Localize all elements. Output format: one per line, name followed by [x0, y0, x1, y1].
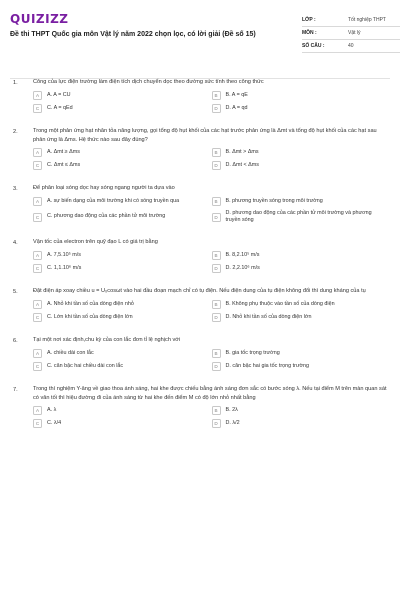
option-letter-box[interactable]: B	[212, 91, 221, 100]
option-text: B. 8,2.10⁵ m/s	[225, 252, 260, 259]
option-letter-box[interactable]: B	[212, 406, 221, 415]
option-letter-box[interactable]: C	[33, 313, 42, 322]
question-item	[10, 184, 390, 228]
option-letter-box[interactable]: C	[33, 419, 42, 428]
option-text: C. λ/4	[47, 420, 62, 427]
quizizz-logo: QUIZIZZ	[10, 12, 69, 26]
option-letter-box[interactable]: B	[212, 251, 221, 260]
option-text: D. 2,2.10⁶ m/s	[225, 265, 260, 272]
meta-label: MÔN :	[302, 30, 317, 36]
question-list	[10, 78, 390, 442]
answer-option[interactable]	[33, 251, 212, 260]
question-number: 6.	[13, 338, 18, 345]
option-text: A. λ	[47, 407, 57, 414]
meta-panel	[302, 14, 400, 53]
question-text: Vận tốc của electron trên quỹ đạo L có giá trị bằng	[33, 239, 158, 246]
answer-option[interactable]	[33, 349, 212, 358]
answer-option[interactable]	[212, 148, 391, 157]
meta-value: Tốt nghiệp THPT	[348, 17, 386, 23]
answer-option[interactable]	[33, 406, 212, 415]
question-number: 1.	[13, 80, 18, 86]
option-letter-box[interactable]: B	[212, 349, 221, 358]
option-text: D. Δmt < Δms	[225, 161, 259, 168]
option-text: D. căn bậc hai gia tốc trọng trường	[225, 363, 310, 370]
question-number: 7.	[13, 387, 18, 394]
answer-option[interactable]	[33, 148, 212, 157]
answer-options	[33, 91, 390, 117]
question-text: Công của lực điện trường làm điện tích dịch chuyển dọc theo đường sức tính theo công thức	[33, 79, 264, 85]
answer-option[interactable]	[212, 419, 391, 428]
answer-option[interactable]	[212, 313, 391, 322]
option-text: A. chiều dài con lắc	[47, 350, 94, 357]
question-item	[10, 238, 390, 277]
option-text: D. phương dao động của các phần tử môi trường và phương truyền sóng	[225, 210, 372, 224]
option-text: A. Δmt ≥ Δms	[47, 148, 80, 155]
option-text: A. sự biến dạng của môi trường khi có sóng truyền qua	[47, 197, 180, 204]
option-text: A. Nhỏ khi tần số của dòng điện nhỏ	[47, 301, 134, 308]
question-item	[10, 287, 390, 326]
option-letter-box[interactable]: D	[212, 161, 221, 170]
answer-option[interactable]	[33, 91, 212, 100]
option-letter-box[interactable]: B	[212, 300, 221, 309]
answer-option[interactable]	[33, 161, 212, 170]
option-text: C. Δmt ≤ Δms	[47, 161, 81, 168]
question-item	[10, 385, 390, 432]
answer-options	[33, 251, 390, 277]
option-text: D. λ/2	[225, 420, 240, 427]
answer-option[interactable]	[33, 264, 212, 273]
answer-options	[33, 349, 390, 375]
page-title: Đề thi THPT Quốc gia môn Vật lý năm 2022 chọn lọc, có lời giải (Đề số 15)	[10, 31, 256, 38]
question-text: Đặt điện áp xoay chiều u = U₀cosωt vào hai đầu đoạn mạch chỉ có tụ điện. Nếu điện dung của tụ điện không đổi thì dung kháng của tụ	[33, 288, 366, 295]
option-letter-box[interactable]: C	[33, 161, 42, 170]
option-letter-box[interactable]: C	[33, 362, 42, 371]
option-letter-box[interactable]: D	[212, 313, 221, 322]
answer-option[interactable]	[212, 251, 391, 260]
meta-value: Vật lý	[348, 30, 361, 36]
option-text: C. căn bậc hai chiều dài con lắc	[47, 363, 124, 370]
question-text: Để phân loại sóng dọc hay sóng ngang người ta dựa vào	[33, 185, 175, 191]
option-text: A. 7,5.10⁵ m/s	[47, 252, 81, 259]
option-letter-box[interactable]: C	[33, 264, 42, 273]
meta-row-subject	[302, 27, 400, 40]
option-text: B. Không phụ thuộc vào tần số của dòng điện	[225, 301, 335, 308]
option-letter-box[interactable]: A	[33, 251, 42, 260]
meta-value: 40	[348, 43, 354, 49]
answer-option[interactable]	[212, 300, 391, 309]
option-letter-box[interactable]: C	[33, 104, 42, 113]
option-letter-box[interactable]: A	[33, 406, 42, 415]
worksheet-header	[10, 12, 390, 62]
question-number: 2.	[13, 129, 18, 135]
answer-option[interactable]	[212, 349, 391, 358]
answer-option[interactable]	[33, 362, 212, 371]
answer-option[interactable]	[212, 197, 391, 206]
option-letter-box[interactable]: D	[212, 362, 221, 371]
answer-options	[33, 300, 390, 326]
meta-label: SỐ CÂU :	[302, 43, 325, 49]
answer-option[interactable]	[212, 104, 391, 113]
option-text: B. phương truyền sóng trong môi trường	[225, 197, 323, 204]
option-text: C. A = qEd	[47, 104, 73, 111]
question-item	[10, 78, 390, 117]
option-text: B. Δmt > Δms	[225, 148, 259, 155]
option-letter-box[interactable]: A	[33, 91, 42, 100]
option-letter-box[interactable]: A	[33, 197, 42, 206]
question-item	[10, 336, 390, 375]
question-number: 5.	[13, 289, 18, 296]
option-text: B. 2λ	[225, 407, 238, 414]
answer-option[interactable]	[212, 362, 391, 371]
answer-options	[33, 406, 390, 432]
option-letter-box[interactable]: D	[212, 213, 221, 222]
question-text: Trong thí nghiệm Y-âng về giao thoa ánh sáng, hai khe được chiếu bằng ánh sáng đơn sắc có bước sóng λ. Nếu tại điểm M trên màn quan sát có vân tối thì hiệu đường đi của ánh sáng từ hai khe đến điểm M có độ lớn nhỏ nhất bằng	[33, 386, 387, 401]
option-text: C. phương dao động của các phần tử môi trường	[47, 213, 166, 220]
answer-option[interactable]	[33, 313, 212, 322]
question-number: 4.	[13, 240, 18, 247]
question-text: Trong một phản ứng hạt nhân tỏa năng lượng, gọi tổng độ hụt khối của các hạt trước phản ứng là Δmt và tổng độ hụt khối của các hạt sau phản ứng là Δms. Hệ thức nào sau đây đúng?	[33, 128, 377, 143]
answer-option[interactable]	[212, 161, 391, 170]
answer-options	[33, 197, 390, 228]
question-text: Tại một nơi xác định,chu kỳ của con lắc đơn tỉ lệ nghịch với	[33, 337, 181, 344]
answer-option[interactable]	[33, 419, 212, 428]
option-text: B. gia tốc trọng trường	[225, 350, 280, 357]
option-text: C. 1,1.10⁶ m/s	[47, 265, 82, 272]
meta-label: LỚP :	[302, 17, 316, 23]
option-letter-box[interactable]: D	[212, 264, 221, 273]
answer-options	[33, 148, 390, 174]
option-letter-box[interactable]: A	[33, 300, 42, 309]
answer-option[interactable]	[212, 91, 391, 100]
answer-option[interactable]	[33, 197, 212, 206]
option-text: D. Nhỏ khi tần số của dòng điện lớn	[225, 314, 312, 321]
question-item	[10, 127, 390, 174]
option-letter-box[interactable]: D	[212, 419, 221, 428]
answer-option[interactable]	[33, 104, 212, 113]
answer-option[interactable]	[212, 406, 391, 415]
answer-option[interactable]	[212, 264, 391, 273]
question-number: 3.	[13, 186, 18, 192]
option-letter-box[interactable]: A	[33, 148, 42, 157]
option-text: D. A = qd	[225, 104, 248, 111]
option-text: C. Lớn khi tần số của dòng điện lớn	[47, 314, 133, 321]
option-letter-box[interactable]: D	[212, 104, 221, 113]
meta-row-class	[302, 14, 400, 27]
meta-row-count	[302, 40, 400, 53]
option-text: A. A = CU	[47, 91, 71, 98]
option-letter-box[interactable]: B	[212, 148, 221, 157]
option-letter-box[interactable]: C	[33, 213, 42, 222]
option-letter-box[interactable]: A	[33, 349, 42, 358]
option-letter-box[interactable]: B	[212, 197, 221, 206]
answer-option[interactable]	[33, 210, 212, 224]
option-text: B. A = qE	[225, 91, 248, 98]
answer-option[interactable]	[33, 300, 212, 309]
answer-option[interactable]	[212, 210, 391, 224]
